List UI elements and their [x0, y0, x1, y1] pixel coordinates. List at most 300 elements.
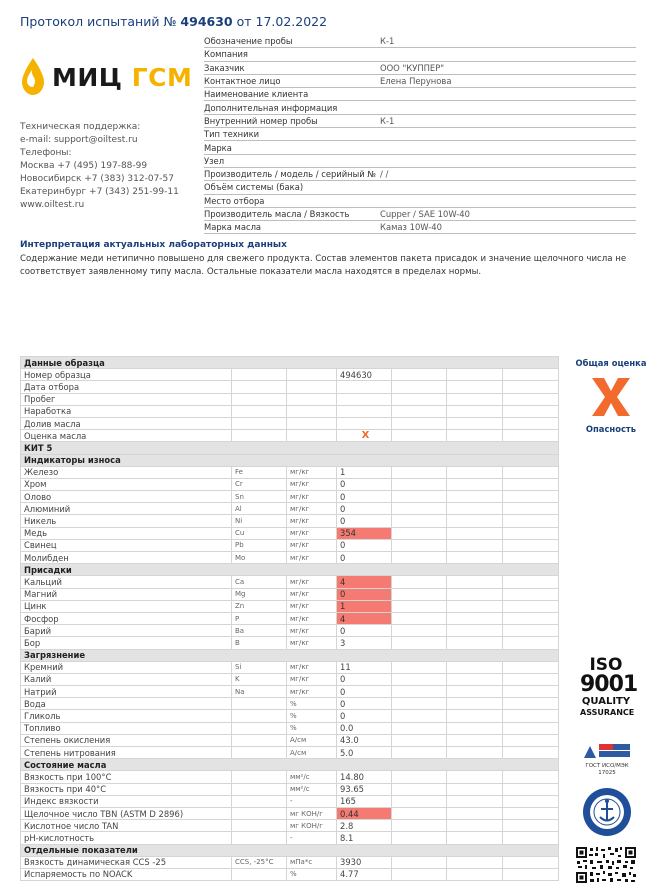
- empty-cell: [392, 588, 447, 600]
- registry-seal-icon: [582, 787, 632, 837]
- info-value: Камаз 10W-40: [380, 222, 442, 233]
- info-row: [204, 35, 636, 48]
- section-header-row: [21, 357, 559, 369]
- empty-cell: [503, 856, 559, 868]
- param-name: Молибден: [21, 552, 232, 564]
- empty-cell: [392, 539, 447, 551]
- empty-cell: [447, 612, 503, 624]
- empty-cell: [392, 369, 447, 381]
- param-name: Хром: [21, 478, 232, 490]
- empty-cell: [447, 722, 503, 734]
- empty-cell: [447, 795, 503, 807]
- param-unit: %: [287, 868, 337, 880]
- table-row: [21, 661, 559, 673]
- empty-cell: [503, 820, 559, 832]
- param-symbol: Mg: [232, 588, 287, 600]
- param-value: [337, 417, 392, 429]
- contact-line: Техническая поддержка:: [20, 122, 141, 132]
- empty-cell: [503, 625, 559, 637]
- empty-cell: [447, 673, 503, 685]
- param-unit: мг/кг: [287, 491, 337, 503]
- param-value: 8.1: [337, 832, 392, 844]
- param-value: 3930: [337, 856, 392, 868]
- info-row: [204, 115, 636, 128]
- empty-cell: [447, 576, 503, 588]
- section-header-row: [21, 454, 559, 466]
- empty-cell: [392, 466, 447, 478]
- info-key: Контактное лицо: [204, 76, 281, 87]
- param-name: Вода: [21, 698, 232, 710]
- param-value: 0: [337, 686, 392, 698]
- empty-cell: [392, 795, 447, 807]
- param-name: Наработка: [21, 405, 232, 417]
- param-name: Вязкость динамическая CCS -25: [21, 856, 232, 868]
- param-symbol: [232, 795, 287, 807]
- empty-cell: [392, 673, 447, 685]
- empty-cell: [392, 661, 447, 673]
- iso-line1: ISO: [589, 655, 623, 675]
- param-symbol: Al: [232, 503, 287, 515]
- table-row: [21, 430, 559, 442]
- empty-cell: [447, 783, 503, 795]
- param-symbol: Cr: [232, 478, 287, 490]
- param-name: Оценка масла: [21, 430, 232, 442]
- empty-cell: [392, 478, 447, 490]
- empty-cell: [447, 686, 503, 698]
- empty-cell: [447, 430, 503, 442]
- table-row: [21, 491, 559, 503]
- results-table: [20, 356, 559, 881]
- empty-cell: [447, 734, 503, 746]
- param-value: 4: [337, 576, 392, 588]
- param-name: Вязкость при 100°С: [21, 771, 232, 783]
- param-symbol: [232, 417, 287, 429]
- protocol-date: от 17.02.2022: [232, 14, 328, 29]
- empty-cell: [447, 417, 503, 429]
- param-unit: мг/кг: [287, 539, 337, 551]
- param-symbol: Ni: [232, 515, 287, 527]
- param-value: 0: [337, 478, 392, 490]
- param-symbol: Mo: [232, 552, 287, 564]
- param-unit: мм²/с: [287, 783, 337, 795]
- table-row: [21, 600, 559, 612]
- empty-cell: [503, 661, 559, 673]
- empty-cell: [447, 820, 503, 832]
- param-unit: [287, 417, 337, 429]
- info-value: Елена Перунова: [380, 76, 452, 87]
- iso-line2: 9001: [580, 672, 638, 697]
- info-key: Место отбора: [204, 195, 265, 206]
- empty-cell: [392, 747, 447, 759]
- empty-cell: [503, 868, 559, 880]
- param-unit: A/см: [287, 734, 337, 746]
- empty-cell: [447, 491, 503, 503]
- info-row: [204, 155, 636, 168]
- info-key: Внутренний номер пробы: [204, 115, 318, 126]
- empty-cell: [447, 527, 503, 539]
- table-row: [21, 734, 559, 746]
- table-row: [21, 807, 559, 819]
- table-row: [21, 722, 559, 734]
- empty-cell: [447, 369, 503, 381]
- empty-cell: [447, 552, 503, 564]
- info-row: [204, 128, 636, 141]
- param-unit: мПа*с: [287, 856, 337, 868]
- param-value: [337, 381, 392, 393]
- empty-cell: [447, 868, 503, 880]
- contact-line: Телефоны:: [20, 148, 72, 158]
- info-row: [204, 62, 636, 75]
- param-unit: -: [287, 795, 337, 807]
- empty-cell: [447, 625, 503, 637]
- empty-cell: [392, 527, 447, 539]
- param-value: 165: [337, 795, 392, 807]
- table-row: [21, 612, 559, 624]
- table-row: [21, 710, 559, 722]
- section-title: Отдельные показатели: [21, 844, 559, 856]
- param-value: 2.8: [337, 820, 392, 832]
- empty-cell: [447, 405, 503, 417]
- empty-cell: [503, 710, 559, 722]
- empty-cell: [503, 747, 559, 759]
- empty-cell: [392, 625, 447, 637]
- info-key: Марка: [204, 142, 232, 153]
- param-unit: мм²/с: [287, 771, 337, 783]
- param-symbol: [232, 710, 287, 722]
- section-title: Присадки: [21, 564, 559, 576]
- info-key: Марка масла: [204, 222, 262, 233]
- table-row: [21, 552, 559, 564]
- param-unit: мг/кг: [287, 478, 337, 490]
- param-symbol: Pb: [232, 539, 287, 551]
- param-name: Свинец: [21, 539, 232, 551]
- empty-cell: [392, 515, 447, 527]
- param-value: 4.77: [337, 868, 392, 880]
- empty-cell: [447, 807, 503, 819]
- param-symbol: [232, 747, 287, 759]
- empty-cell: [503, 417, 559, 429]
- param-value: 3: [337, 637, 392, 649]
- param-unit: %: [287, 710, 337, 722]
- param-name: Щелочное число TBN (ASTM D 2896): [21, 807, 232, 819]
- empty-cell: [392, 734, 447, 746]
- param-unit: мг КОН/г: [287, 820, 337, 832]
- param-name: Кремний: [21, 661, 232, 673]
- empty-cell: [392, 600, 447, 612]
- empty-cell: [447, 478, 503, 490]
- param-symbol: Na: [232, 686, 287, 698]
- param-symbol: [232, 868, 287, 880]
- empty-cell: [447, 588, 503, 600]
- empty-cell: [503, 552, 559, 564]
- section-header-row: [21, 844, 559, 856]
- param-symbol: [232, 783, 287, 795]
- param-name: Магний: [21, 588, 232, 600]
- param-value: 4: [337, 612, 392, 624]
- param-unit: [287, 405, 337, 417]
- param-value: 0: [337, 491, 392, 503]
- table-row: [21, 405, 559, 417]
- table-row: [21, 369, 559, 381]
- param-unit: мг/кг: [287, 527, 337, 539]
- info-key: Объём системы (бака): [204, 182, 304, 193]
- contact-line: Москва +7 (495) 197-88-99: [20, 161, 148, 171]
- table-row: [21, 576, 559, 588]
- param-name: Дата отбора: [21, 381, 232, 393]
- empty-cell: [503, 588, 559, 600]
- info-key: Узел: [204, 155, 225, 166]
- empty-cell: [392, 710, 447, 722]
- table-row: [21, 625, 559, 637]
- table-row: [21, 637, 559, 649]
- param-name: Вязкость при 40°С: [21, 783, 232, 795]
- info-row: [204, 75, 636, 88]
- empty-cell: [392, 393, 447, 405]
- param-unit: [287, 369, 337, 381]
- info-key: Наименование клиента: [204, 89, 309, 100]
- table-row: [21, 466, 559, 478]
- overall-assessment: [575, 358, 647, 434]
- param-symbol: Si: [232, 661, 287, 673]
- empty-cell: [503, 515, 559, 527]
- info-row: [204, 181, 636, 194]
- info-row: [204, 141, 636, 154]
- empty-cell: [447, 661, 503, 673]
- param-symbol: [232, 698, 287, 710]
- param-unit: [287, 393, 337, 405]
- empty-cell: [503, 466, 559, 478]
- param-value: 1: [337, 466, 392, 478]
- table-row: [21, 588, 559, 600]
- param-unit: мг/кг: [287, 588, 337, 600]
- empty-cell: [503, 783, 559, 795]
- empty-cell: [447, 515, 503, 527]
- param-unit: мг/кг: [287, 515, 337, 527]
- company-logo: [20, 55, 192, 99]
- empty-cell: [392, 491, 447, 503]
- iso-badge: [580, 655, 638, 718]
- table-row: [21, 795, 559, 807]
- param-unit: %: [287, 722, 337, 734]
- empty-cell: [392, 807, 447, 819]
- contact-line: e-mail: support@oiltest.ru: [20, 135, 138, 145]
- table-row: [21, 771, 559, 783]
- param-unit: мг/кг: [287, 503, 337, 515]
- param-value: 0: [337, 698, 392, 710]
- section-header-row: [21, 564, 559, 576]
- logo-name-a: МИЦ: [52, 62, 132, 92]
- param-value: 0: [337, 673, 392, 685]
- empty-cell: [392, 612, 447, 624]
- empty-cell: [503, 369, 559, 381]
- empty-cell: [392, 783, 447, 795]
- param-symbol: Zn: [232, 600, 287, 612]
- empty-cell: [503, 405, 559, 417]
- param-symbol: [232, 393, 287, 405]
- param-name: Пробег: [21, 393, 232, 405]
- sample-info-table: [204, 35, 636, 234]
- empty-cell: [503, 393, 559, 405]
- param-symbol: [232, 734, 287, 746]
- expert-line1: ГОСТ ИСО/МЭК: [585, 763, 629, 769]
- param-symbol: [232, 807, 287, 819]
- info-key: Производитель / модель / серийный №: [204, 169, 377, 180]
- table-row: [21, 515, 559, 527]
- info-row: [204, 221, 636, 234]
- table-row: [21, 503, 559, 515]
- param-name: Номер образца: [21, 369, 232, 381]
- param-value: 0: [337, 625, 392, 637]
- drop-icon: [20, 57, 46, 97]
- table-row: [21, 856, 559, 868]
- param-name: Топливо: [21, 722, 232, 734]
- section-title: Состояние масла: [21, 759, 559, 771]
- param-symbol: [232, 381, 287, 393]
- empty-cell: [503, 478, 559, 490]
- empty-cell: [503, 722, 559, 734]
- param-value: [337, 405, 392, 417]
- param-symbol: Fe: [232, 466, 287, 478]
- table-row: [21, 698, 559, 710]
- table-row: [21, 868, 559, 880]
- param-unit: мг/кг: [287, 552, 337, 564]
- param-unit: мг/кг: [287, 686, 337, 698]
- empty-cell: [392, 430, 447, 442]
- empty-cell: [503, 734, 559, 746]
- empty-cell: [447, 539, 503, 551]
- param-value: 0: [337, 710, 392, 722]
- table-row: [21, 673, 559, 685]
- param-symbol: K: [232, 673, 287, 685]
- param-unit: [287, 381, 337, 393]
- table-row: [21, 478, 559, 490]
- empty-cell: [503, 503, 559, 515]
- param-symbol: [232, 369, 287, 381]
- empty-cell: [392, 868, 447, 880]
- empty-cell: [503, 807, 559, 819]
- param-name: Калий: [21, 673, 232, 685]
- section-title: Загрязнение: [21, 649, 559, 661]
- table-row: [21, 393, 559, 405]
- empty-cell: [503, 698, 559, 710]
- param-name: Степень окисления: [21, 734, 232, 746]
- protocol-prefix: Протокол испытаний №: [20, 14, 181, 29]
- empty-cell: [392, 576, 447, 588]
- param-symbol: [232, 820, 287, 832]
- param-name: Олово: [21, 491, 232, 503]
- param-value: [337, 393, 392, 405]
- empty-cell: [447, 600, 503, 612]
- param-name: Гликоль: [21, 710, 232, 722]
- empty-cell: [447, 710, 503, 722]
- info-key: Заказчик: [204, 62, 245, 73]
- param-unit: %: [287, 698, 337, 710]
- info-key: Обозначение пробы: [204, 36, 293, 47]
- expert-badge: [582, 742, 632, 777]
- info-value: К-1: [380, 115, 395, 126]
- protocol-number: 494630: [180, 14, 233, 29]
- info-row: [204, 101, 636, 114]
- oil-rating-x-icon: X: [361, 430, 370, 442]
- section-header-row: [21, 759, 559, 771]
- param-symbol: [232, 832, 287, 844]
- empty-cell: [447, 637, 503, 649]
- param-symbol: Ba: [232, 625, 287, 637]
- iso-line3: QUALITY: [581, 696, 631, 707]
- param-name: Испаряемость по NOACK: [21, 868, 232, 880]
- info-key: Производитель масла / Вязкость: [204, 209, 350, 219]
- contacts-block: [20, 121, 179, 212]
- param-name: Фосфор: [21, 612, 232, 624]
- param-symbol: [232, 405, 287, 417]
- param-value: [337, 430, 392, 442]
- empty-cell: [503, 600, 559, 612]
- empty-cell: [503, 637, 559, 649]
- param-name: Натрий: [21, 686, 232, 698]
- protocol-header: [20, 14, 327, 29]
- param-value: 0: [337, 503, 392, 515]
- section-title: Индикаторы износа: [21, 454, 559, 466]
- param-value: 494630: [337, 369, 392, 381]
- info-row: [204, 88, 636, 101]
- param-unit: мг/кг: [287, 625, 337, 637]
- empty-cell: [447, 393, 503, 405]
- empty-cell: [503, 576, 559, 588]
- empty-cell: [392, 381, 447, 393]
- table-row: [21, 539, 559, 551]
- param-name: Индекс вязкости: [21, 795, 232, 807]
- info-value: / /: [380, 169, 389, 180]
- param-value: 354: [337, 527, 392, 539]
- logo-name-b: ГСМ: [131, 62, 193, 92]
- table-row: [21, 820, 559, 832]
- logo-text: [52, 63, 192, 92]
- accreditation-icon: [582, 742, 632, 760]
- param-name: Алюминий: [21, 503, 232, 515]
- param-name: Кальций: [21, 576, 232, 588]
- param-name: pH-кислотность: [21, 832, 232, 844]
- section-title: Данные образца: [21, 357, 559, 369]
- empty-cell: [503, 491, 559, 503]
- info-row: [204, 208, 636, 221]
- param-value: 5.0: [337, 747, 392, 759]
- param-unit: A/см: [287, 747, 337, 759]
- overall-status: Опасность: [585, 424, 637, 434]
- empty-cell: [392, 856, 447, 868]
- empty-cell: [392, 637, 447, 649]
- table-row: [21, 832, 559, 844]
- section-header-row: [21, 442, 559, 454]
- empty-cell: [447, 503, 503, 515]
- empty-cell: [392, 417, 447, 429]
- param-name: Кислотное число TAN: [21, 820, 232, 832]
- param-unit: мг КОН/г: [287, 807, 337, 819]
- info-value: Cupper / SAE 10W-40: [380, 209, 470, 219]
- empty-cell: [503, 527, 559, 539]
- table-row: [21, 747, 559, 759]
- empty-cell: [392, 832, 447, 844]
- param-symbol: B: [232, 637, 287, 649]
- param-unit: мг/кг: [287, 673, 337, 685]
- section-title: КИТ 5: [21, 442, 559, 454]
- param-unit: мг/кг: [287, 466, 337, 478]
- param-name: Долив масла: [21, 417, 232, 429]
- empty-cell: [392, 698, 447, 710]
- info-row: [204, 48, 636, 61]
- overall-title: Общая оценка: [575, 358, 647, 368]
- param-value: 11: [337, 661, 392, 673]
- param-value: 14.80: [337, 771, 392, 783]
